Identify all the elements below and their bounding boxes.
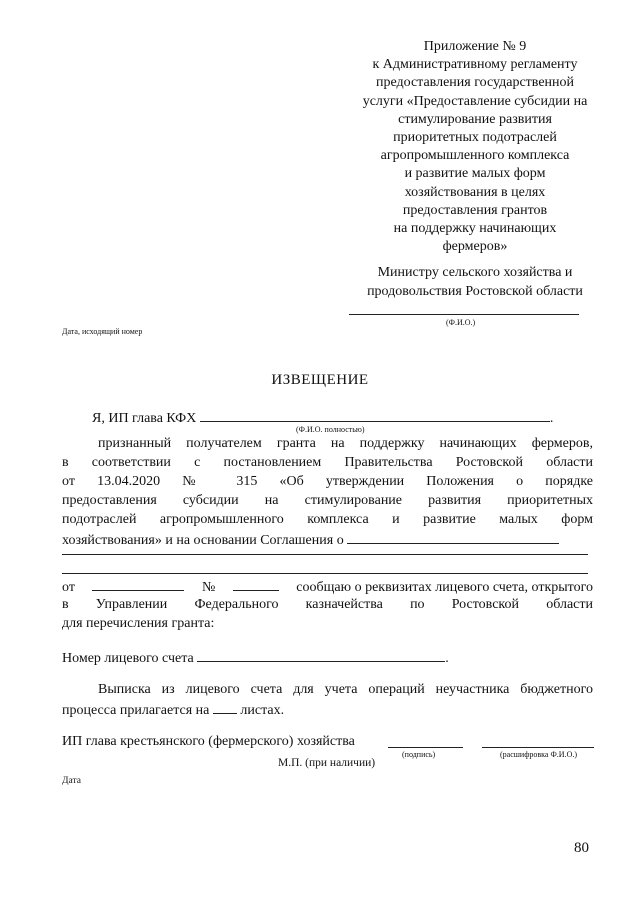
extract-text: процесса прилагается на [62,703,210,718]
extract-line-2 [62,701,284,719]
body-line-3: в соответствии с постановлением Правительства Ростовской области [62,455,593,470]
agreement-continuation-line[interactable] [62,554,588,555]
appendix-line: приоритетных подотраслей [393,130,557,146]
extract-line-1: Выписка из лицевого счета для учета операций неучастника бюджетного [98,682,593,697]
body-line-9: в Управлении Федерального казначейства по Ростовской области [62,597,593,612]
agreement-field[interactable] [347,531,559,544]
fio-full-caption: (Ф.И.О. полностью) [296,425,365,434]
account-number-row [62,649,449,667]
number-sign: № [201,580,216,595]
appendix-line: Приложение № 9 [423,39,527,54]
page-title: ИЗВЕЩЕНИЕ [271,372,369,388]
agreement-date-field[interactable] [92,578,184,591]
account-number-field[interactable] [197,649,445,662]
stamp-label: М.П. (при наличии) [278,757,376,769]
signature-decode-field[interactable] [482,747,594,748]
appendix-line: агропромышленного комплекса [380,148,570,164]
account-number-label: Номер лицевого счета [62,651,194,666]
addressee-fio-caption: (Ф.И.О.) [446,318,476,327]
body-line-6: подотраслей агропромышленного комплекса и развитие малых форм [62,512,593,527]
appendix-line: фермеров» [442,239,508,255]
body-line-2: признанный получателем гранта на поддержку начинающих фермеров, [98,436,593,451]
appendix-line: стимулирование развития [398,111,552,127]
addressee-fio-line[interactable] [349,314,579,315]
body-line-8 [62,578,593,596]
body-line-10: для перечисления гранта: [62,616,215,631]
from-label: от [62,580,75,595]
date-outgoing-label: Дата, исходящий номер [62,327,143,336]
agreement-continuation-line[interactable] [62,573,588,574]
appendix-line: и развитие малых форм [404,166,546,182]
appendix-line: на поддержку начинающих [393,221,557,237]
signature-field[interactable] [388,747,463,748]
agreement-number-field[interactable] [233,578,279,591]
date-label: Дата [62,776,81,786]
body-line-5: предоставления субсидии на стимулирование развития приоритетных [62,493,593,508]
appendix-line: предоставления грантов [402,202,548,218]
addressee-line-1: Министру сельского хозяйства и [377,265,573,280]
line-end-dot: . [445,651,449,666]
declarant-label: Я, ИП глава КФХ [92,411,197,426]
sheets-count-field[interactable] [213,701,237,714]
signature-caption: (подпись) [402,750,436,759]
appendix-line: к Административному регламенту [372,57,578,73]
appendix-line: предоставления государственной [375,75,575,91]
body-line-4: от 13.04.2020 № 315 «Об утверждении Положения о порядке [62,474,593,489]
agreement-label: хозяйствования» и на основании Соглашения о [62,533,344,548]
addressee-line-2: продовольствия Ростовской области [367,283,583,299]
appendix-header [330,38,620,256]
line-end-dot: . [549,411,554,426]
signature-decode-caption: (расшифровка Ф.И.О.) [500,750,578,759]
appendix-line: хозяйствования в целях [404,184,546,200]
appendix-line: услуги «Предоставление субсидии на [362,93,588,109]
body-line-7 [62,531,593,549]
page-number: 80 [574,840,589,856]
addressee-block [330,264,620,301]
extract-text-end: листах. [240,703,285,718]
signature-label: ИП глава крестьянского (фермерского) хозяйства [62,734,355,749]
body-line-8-rest: сообщаю о реквизитах лицевого счета, открытого [296,580,593,595]
declarant-fio-field[interactable] [200,409,550,422]
